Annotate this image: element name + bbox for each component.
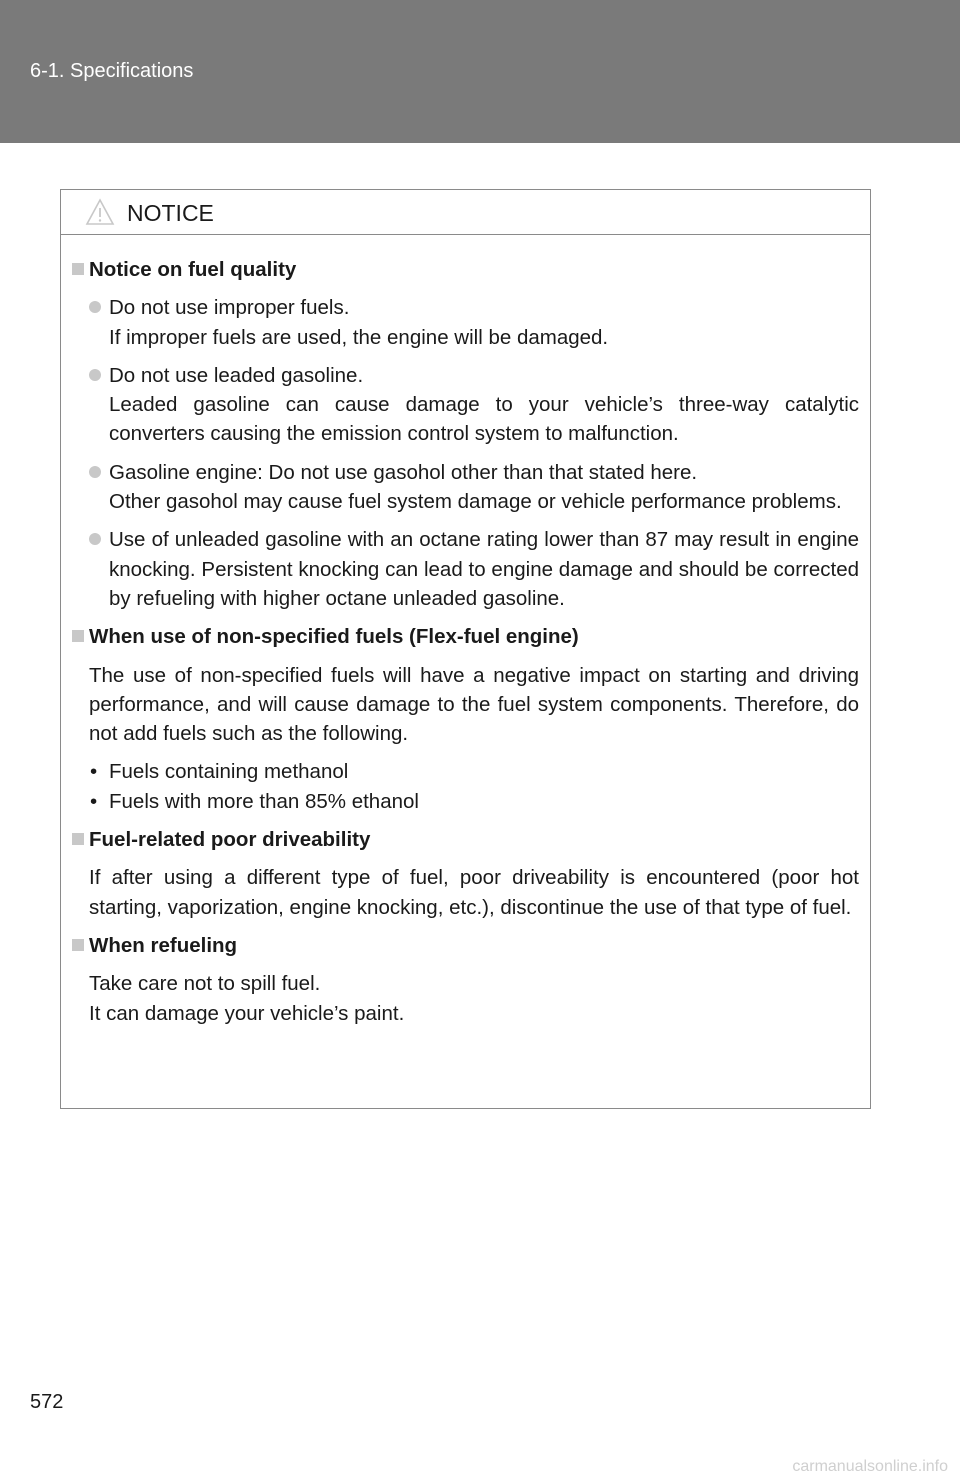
circle-bullet-icon — [89, 369, 101, 381]
section-heading-poor-driveability: Fuel-related poor driveability — [72, 825, 859, 854]
section-heading-non-specified-fuels: When use of non-specified fuels (Flex-fuel engine) — [72, 622, 859, 651]
section-heading-refueling: When refueling — [72, 931, 859, 960]
warning-triangle-icon — [85, 198, 115, 226]
list-item: • Fuels containing methanol — [72, 757, 859, 786]
page-header — [0, 0, 960, 143]
square-bullet-icon — [72, 263, 84, 275]
circle-bullet-icon — [89, 533, 101, 545]
section-title: 6-1. Specifications — [30, 60, 194, 82]
circle-bullet-icon — [89, 466, 101, 478]
list-item: Do not use leaded gasoline. Leaded gasoline can cause damage to your vehicle’s three-way catalytic converters causing the emission control system to malfunction. — [72, 361, 859, 449]
section-heading-fuel-quality: Notice on fuel quality — [72, 255, 859, 284]
dot-bullet-icon: • — [90, 760, 98, 784]
notice-box — [60, 189, 871, 1109]
notice-header — [61, 190, 870, 235]
notice-title: NOTICE — [127, 200, 214, 226]
square-bullet-icon — [72, 939, 84, 951]
watermark: carmanualsonline.info — [792, 1458, 948, 1475]
dot-bullet-icon: • — [90, 789, 98, 813]
paragraph: Take care not to spill fuel. It can damage your vehicle’s paint. — [89, 972, 405, 1025]
square-bullet-icon — [72, 630, 84, 642]
paragraph: If after using a different type of fuel, poor driveability is encountered (poor hot starting, vaporization, engine knocking, etc.), discontinue the use of that type of fuel. — [89, 866, 859, 919]
list-item: Do not use improper fuels. If improper fuels are used, the engine will be damaged. — [72, 293, 859, 352]
bullet-list — [72, 757, 859, 816]
circle-bullet-icon — [89, 301, 101, 313]
notice-body — [61, 235, 870, 1028]
paragraph: The use of non-specified fuels will have a negative impact on starting and driving performance, and will cause damage to the fuel system components. Therefore, do not add fuels such as the following. — [89, 663, 859, 746]
list-item: Gasoline engine: Do not use gasohol other than that stated here. Other gasohol may cause fuel system damage or vehicle performance problems. — [72, 458, 859, 517]
list-item: Use of unleaded gasoline with an octane rating lower than 87 may result in engine knocking. Persistent knocking can lead to engine damage and should be corrected by refueling with higher octane unleaded gasoline. — [72, 525, 859, 613]
list-item: • Fuels with more than 85% ethanol — [72, 787, 859, 816]
page-number: 572 — [30, 1391, 64, 1413]
square-bullet-icon — [72, 833, 84, 845]
